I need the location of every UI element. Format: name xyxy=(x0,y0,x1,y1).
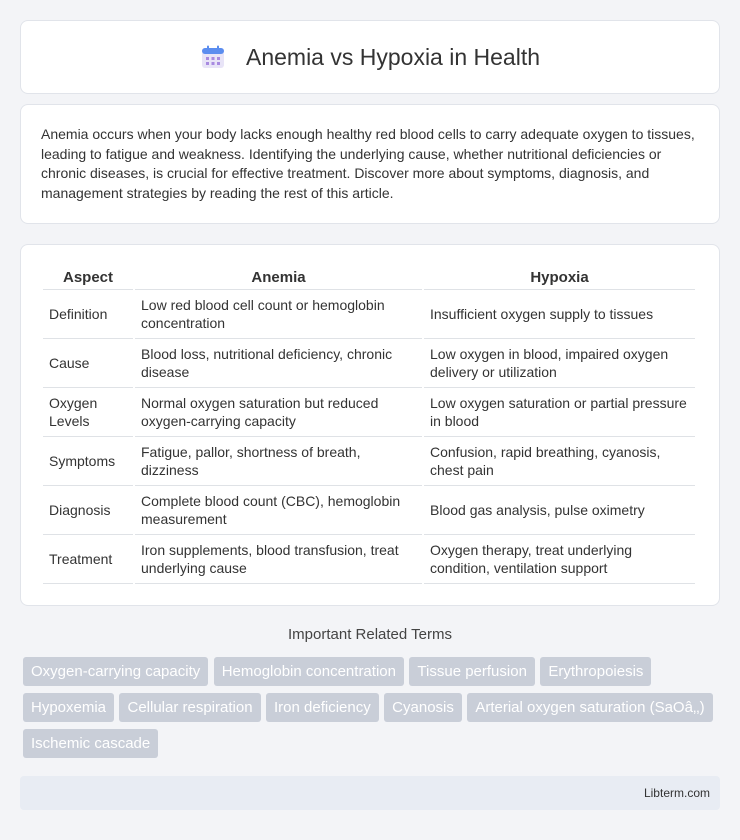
anemia-cell: Fatigue, pallor, shortness of breath, dizziness xyxy=(135,437,422,486)
aspect-cell: Treatment xyxy=(43,535,133,584)
table-row xyxy=(43,388,695,437)
aspect-cell: Oxygen Levels xyxy=(43,388,133,437)
term-tag[interactable]: Erythropoiesis xyxy=(540,657,651,686)
aspect-cell: Definition xyxy=(43,290,133,339)
aspect-cell: Diagnosis xyxy=(43,486,133,535)
hypoxia-cell: Low oxygen in blood, impaired oxygen delivery or utilization xyxy=(424,339,695,388)
term-tag[interactable]: Hemoglobin concentration xyxy=(214,657,404,686)
term-tag[interactable]: Ischemic cascade xyxy=(23,729,158,758)
header-aspect: Aspect xyxy=(43,265,133,290)
related-terms-title: Important Related Terms xyxy=(288,626,452,643)
header-anemia: Anemia xyxy=(135,265,422,290)
aspect-cell: Symptoms xyxy=(43,437,133,486)
comparison-table xyxy=(41,265,697,584)
comparison-card xyxy=(20,244,720,606)
table-row xyxy=(43,486,695,535)
anemia-cell: Low red blood cell count or hemoglobin concentration xyxy=(135,290,422,339)
related-terms-tags xyxy=(20,657,720,765)
hypoxia-cell: Confusion, rapid breathing, cyanosis, chest pain xyxy=(424,437,695,486)
table-row xyxy=(43,437,695,486)
term-tag[interactable]: Cyanosis xyxy=(384,693,462,722)
page-title: Anemia vs Hypoxia in Health xyxy=(245,43,541,70)
hypoxia-cell: Oxygen therapy, treat underlying condition, ventilation support xyxy=(424,535,695,584)
intro-text: Anemia occurs when your body lacks enough healthy red blood cells to carry adequate oxygen to tissues, leading to fatigue and weakness. Identifying the underlying cause, whether nutritional deficiencies or chronic diseases, is crucial for effective treatment. Discover more about symptoms, diagnosis, and management strategies by reading the rest of this article. xyxy=(41,126,695,201)
term-tag[interactable]: Oxygen-carrying capacity xyxy=(23,657,208,686)
term-tag[interactable]: Cellular respiration xyxy=(119,693,260,722)
term-tag[interactable]: Iron deficiency xyxy=(266,693,379,722)
table-row xyxy=(43,290,695,339)
hypoxia-cell: Blood gas analysis, pulse oximetry xyxy=(424,486,695,535)
hypoxia-cell: Insufficient oxygen supply to tissues xyxy=(424,290,695,339)
term-tag[interactable]: Arterial oxygen saturation (SaOâ‚‚) xyxy=(467,693,712,722)
anemia-cell: Iron supplements, blood transfusion, treat underlying cause xyxy=(135,535,422,584)
header-hypoxia: Hypoxia xyxy=(424,265,695,290)
table-row xyxy=(43,339,695,388)
calendar-icon xyxy=(200,44,226,70)
table-row xyxy=(43,535,695,584)
footer xyxy=(20,776,720,810)
aspect-cell: Cause xyxy=(43,339,133,388)
term-tag[interactable]: Hypoxemia xyxy=(23,693,114,722)
footer-site-link[interactable]: Libterm.com xyxy=(643,786,710,800)
table-header-row xyxy=(43,265,695,290)
anemia-cell: Normal oxygen saturation but reduced oxygen-carrying capacity xyxy=(135,388,422,437)
related-terms-section xyxy=(20,626,720,765)
anemia-cell: Blood loss, nutritional deficiency, chronic disease xyxy=(135,339,422,388)
intro-card xyxy=(20,104,720,224)
term-tag[interactable]: Tissue perfusion xyxy=(409,657,535,686)
hypoxia-cell: Low oxygen saturation or partial pressure in blood xyxy=(424,388,695,437)
anemia-cell: Complete blood count (CBC), hemoglobin measurement xyxy=(135,486,422,535)
title-card xyxy=(20,20,720,94)
